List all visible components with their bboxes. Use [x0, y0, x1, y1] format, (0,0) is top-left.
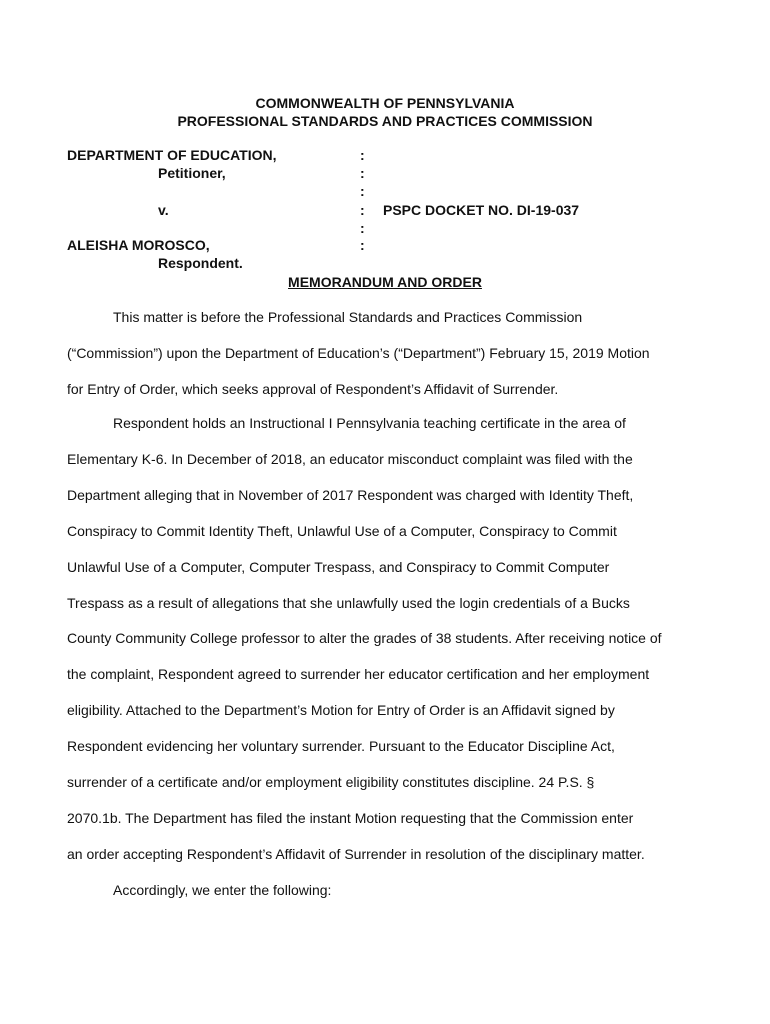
text-line: (“Commission”) upon the Department of Education’s (“Department”) February 15, 2019 Motion — [67, 344, 650, 361]
paragraph-1 — [67, 300, 707, 408]
caption-colon: : — [360, 165, 365, 181]
text-line: County Community College professor to alter the grades of 38 students. After receiving notice of — [67, 630, 662, 647]
caption-colon: : — [360, 147, 365, 163]
text-line: Unlawful Use of a Computer, Computer Trespass, and Conspiracy to Commit Computer — [67, 558, 610, 575]
text-line: an order accepting Respondent’s Affidavit of Surrender in resolution of the disciplinary matter. — [67, 845, 645, 862]
docket-number: PSPC DOCKET NO. DI-19-037 — [383, 202, 580, 218]
text-line: Trespass as a result of allegations that she unlawfully used the login credentials of a Bucks — [67, 594, 630, 611]
caption-colon: : — [360, 202, 365, 218]
caption-petitioner-role: Petitioner, — [158, 165, 226, 181]
caption-versus: v. — [158, 202, 169, 218]
text-line: eligibility. Attached to the Department’s Motion for Entry of Order is an Affidavit signed by — [67, 702, 615, 719]
text-line: 2070.1b. The Department has filed the instant Motion requesting that the Commission enter — [67, 809, 634, 826]
caption-colon: : — [360, 237, 365, 253]
caption-petitioner-name: DEPARTMENT OF EDUCATION, — [67, 147, 277, 163]
text-line: Respondent holds an Instructional I Pennsylvania teaching certificate in the area of — [113, 415, 626, 431]
text-line: Conspiracy to Commit Identity Theft, Unlawful Use of a Computer, Conspiracy to Commit — [67, 522, 617, 539]
text-line: the complaint, Respondent agreed to surrender her educator certification and her employment — [67, 666, 650, 683]
caption-colon: : — [360, 220, 365, 236]
text-line: surrender of a certificate and/or employment eligibility constitutes discipline. 24 P.S. § — [67, 774, 595, 791]
text-line: Elementary K-6. In December of 2018, an educator misconduct complaint was filed with the — [67, 450, 633, 467]
paragraph-3 — [67, 873, 707, 909]
text-line: Department alleging that in November of 2017 Respondent was charged with Identity Theft, — [67, 486, 634, 503]
paragraph-2 — [67, 406, 707, 873]
caption-respondent-role: Respondent. — [158, 255, 243, 271]
text-line: for Entry of Order, which seeks approval of Respondent’s Affidavit of Surrender. — [67, 380, 559, 397]
document-title: MEMORANDUM AND ORDER — [288, 274, 482, 290]
header-commonwealth: COMMONWEALTH OF PENNSYLVANIA — [255, 95, 515, 111]
text-line: Accordingly, we enter the following: — [113, 882, 332, 898]
header-commission: PROFESSIONAL STANDARDS AND PRACTICES COMMISSION — [177, 113, 593, 129]
text-line: This matter is before the Professional Standards and Practices Commission — [113, 309, 583, 325]
caption-respondent-name: ALEISHA MOROSCO, — [67, 237, 210, 253]
caption-colon: : — [360, 183, 365, 199]
text-line: Respondent evidencing her voluntary surrender. Pursuant to the Educator Discipline Act, — [67, 738, 615, 755]
